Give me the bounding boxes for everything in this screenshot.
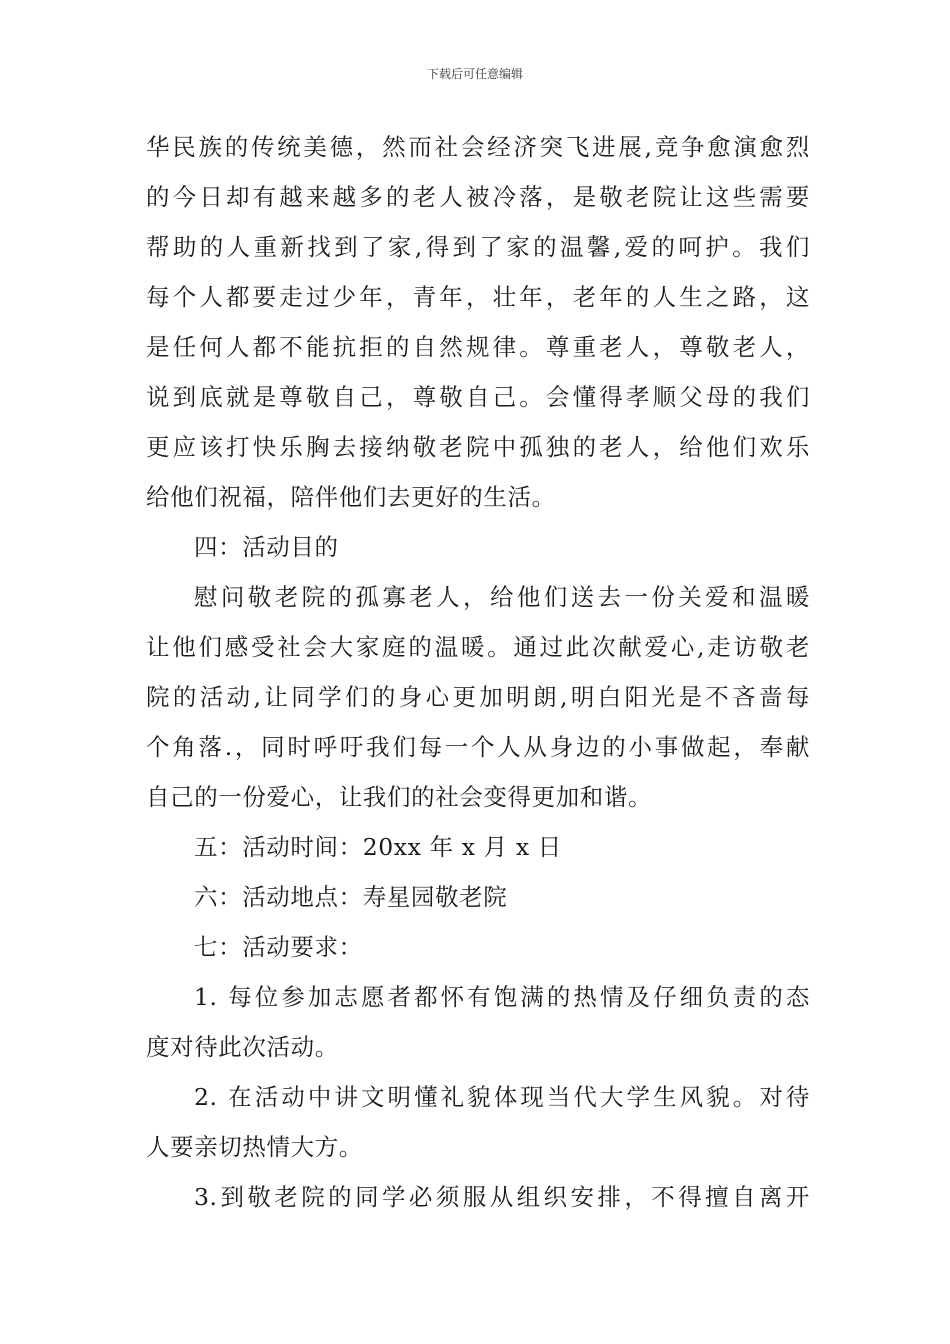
intro-paragraph — [146, 122, 810, 522]
requirement-item-3 — [146, 1172, 810, 1222]
text-line: 人要亲切热情大方。 — [146, 1133, 363, 1161]
purpose-paragraph — [146, 572, 810, 822]
requirement-item-2 — [146, 1072, 810, 1172]
text-line: 慰问敬老院的孤寡老人，给他们送去一份关爱和温暖 — [194, 583, 810, 611]
section-heading-purpose: 四：活动目的 — [194, 533, 339, 561]
text-line: 1. 每位参加志愿者都怀有饱满的热情及仔细负责的态 — [194, 983, 810, 1011]
text-line: 更应该打快乐胸去接纳敬老院中孤独的老人，给他们欢乐 — [146, 433, 810, 461]
section-heading-requirements: 七：活动要求： — [194, 933, 363, 961]
text-line: 帮助的人重新找到了家,得到了家的温馨,爱的呵护。我们 — [146, 233, 810, 261]
text-line: 让他们感受社会大家庭的温暖。通过此次献爱心,走访敬老 — [146, 633, 810, 661]
text-line: 个角落.，同时呼吁我们每一个人从身边的小事做起，奉献 — [146, 733, 810, 761]
page-header: 下载后可任意编辑 — [426, 67, 523, 81]
document-body — [146, 122, 810, 1222]
text-line: 3.到敬老院的同学必须服从组织安排，不得擅自离开 — [194, 1183, 810, 1211]
section-location: 六：活动地点：寿星园敬老院 — [194, 883, 508, 911]
requirement-item-1 — [146, 972, 810, 1072]
section-time: 五：活动时间：20xx 年 x 月 x 日 — [194, 833, 562, 861]
text-line: 的今日却有越来越多的老人被冷落，是敬老院让这些需要 — [146, 183, 810, 211]
text-line: 是任何人都不能抗拒的自然规律。尊重老人，尊敬老人， — [146, 333, 810, 361]
text-line: 华民族的传统美德，然而社会经济突飞进展,竞争愈演愈烈 — [146, 133, 810, 161]
text-line: 每个人都要走过少年，青年，壮年，老年的人生之路，这 — [146, 283, 810, 311]
text-line: 度对待此次活动。 — [146, 1033, 339, 1061]
text-line: 院的活动,让同学们的身心更加明朗,明白阳光是不吝啬每 — [146, 683, 810, 711]
text-line: 给他们祝福，陪伴他们去更好的生活。 — [146, 483, 556, 511]
text-line: 说到底就是尊敬自己，尊敬自己。会懂得孝顺父母的我们 — [146, 383, 810, 411]
text-line: 自己的一份爱心，让我们的社会变得更加和谐。 — [146, 783, 653, 811]
text-line: 2. 在活动中讲文明懂礼貌体现当代大学生风貌。对待 — [194, 1083, 810, 1111]
